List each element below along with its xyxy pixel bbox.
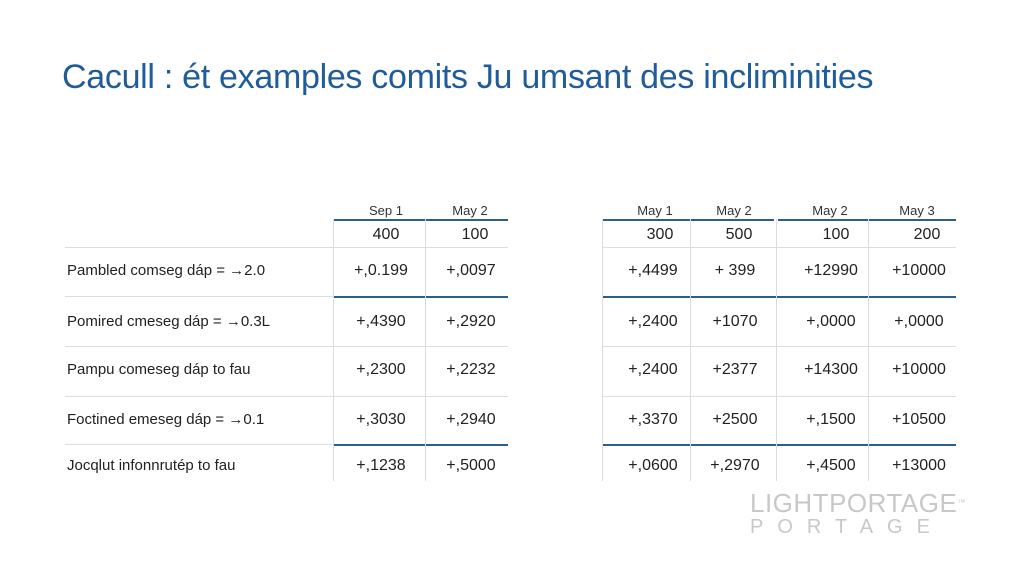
row-label: Pambled comseg dáp = →2.0 — [67, 262, 266, 279]
table-cell: +,2970 — [710, 457, 760, 474]
row-label: Pampu comeseg dáp to fau — [67, 361, 251, 378]
logo-text-primary: LIGHTPORTAGE — [750, 488, 958, 518]
table-cell: +2500 — [712, 411, 758, 428]
left-subheader-2: 100 — [461, 226, 489, 243]
logo-text-secondary: PORTAGE — [750, 516, 944, 538]
table-cell: +2377 — [712, 361, 758, 378]
right-subheader-1: 300 — [646, 226, 674, 243]
right-subheader-2: 500 — [725, 226, 753, 243]
table-cell: +,2400 — [628, 313, 678, 330]
table-cell: +,3030 — [356, 411, 406, 428]
table-cell: +,3370 — [628, 411, 678, 428]
right-col-header-1: May 1 — [637, 203, 673, 218]
left-col-header-1: Sep 1 — [369, 203, 403, 218]
right-col-header-4: May 3 — [899, 203, 935, 218]
brand-logo — [750, 490, 966, 538]
table-cell: +,0.199 — [354, 262, 408, 279]
table-cell: +,2940 — [446, 411, 496, 428]
table-cell: +10000 — [892, 361, 946, 378]
row-label: Jocqlut infonnrutép to fau — [67, 457, 236, 474]
table-cell: +,1500 — [806, 411, 856, 428]
table-cell: +,4500 — [806, 457, 856, 474]
table-cell: +,2920 — [446, 313, 496, 330]
table-cell: +1070 — [712, 313, 758, 330]
row-label: Pomired cmeseg dáp = →0.3L — [67, 313, 271, 330]
table-cell: +,0600 — [628, 457, 678, 474]
table-cell: +12990 — [804, 262, 858, 279]
table-cell: +,0000 — [894, 313, 944, 330]
right-subheader-4: 200 — [913, 226, 941, 243]
table-cell: +14300 — [804, 361, 858, 378]
right-col-header-3: May 2 — [812, 203, 848, 218]
table-cell: +,4499 — [628, 262, 678, 279]
page-title: Cacull : ét examples comits Ju umsant des incliminities — [62, 58, 874, 96]
table-cell: +,5000 — [446, 457, 496, 474]
table-cell: +,2300 — [356, 361, 406, 378]
table-cell: +,1238 — [356, 457, 406, 474]
table-cell: +,0097 — [446, 262, 496, 279]
table-cell: +,2400 — [628, 361, 678, 378]
table-cell: +10500 — [892, 411, 946, 428]
table-cell: +,4390 — [356, 313, 406, 330]
row-label: Foctined emeseg dáp = →0.1 — [67, 411, 265, 428]
table-cell: + 399 — [714, 262, 756, 279]
trademark-symbol: ™ — [957, 498, 966, 507]
right-col-header-2: May 2 — [716, 203, 752, 218]
table-cell: +,2232 — [446, 361, 496, 378]
right-subheader-3: 100 — [822, 226, 850, 243]
table-cell: +,0000 — [806, 313, 856, 330]
left-subheader-1: 400 — [372, 226, 400, 243]
left-col-header-2: May 2 — [452, 203, 488, 218]
table-cell: +10000 — [892, 262, 946, 279]
table-cell: +13000 — [892, 457, 946, 474]
